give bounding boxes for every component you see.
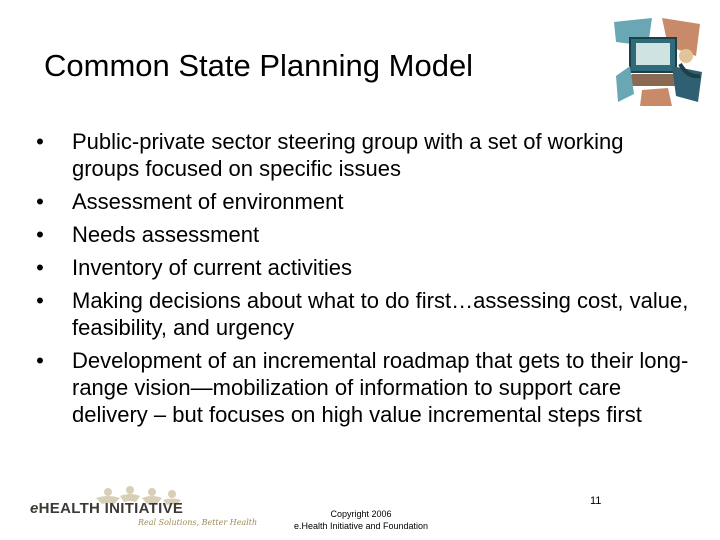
slide-number: 11	[590, 495, 602, 507]
bullet-item: • Making decisions about what to do first…assessing cost, value, feasibility, and urgency	[30, 287, 690, 341]
ehealth-initiative-logo	[26, 484, 258, 530]
copyright-line: e.Health Initiative and Foundation	[293, 521, 429, 531]
bullet-item: • Public-private sector steering group with a set of working groups focused on specific issues	[30, 128, 690, 182]
bullet-item: • Assessment of environment	[30, 188, 690, 215]
bullet-item: • Needs assessment	[30, 221, 690, 248]
logo-wordmark: eHEALTH INITIATIVE	[30, 500, 184, 517]
logo-tagline: Real Solutions, Better Health	[138, 518, 258, 527]
bullet-item: • Inventory of current activities	[30, 254, 690, 281]
slide-title: Common State Planning Model	[44, 48, 474, 83]
computer-clipart-icon	[612, 16, 704, 108]
bullet-item: • Development of an incremental roadmap that gets to their long-range vision—mobilization of information to support care delivery – but focuses on high value incremental steps first	[30, 347, 690, 428]
copyright-line: Copyright 2006	[330, 509, 392, 519]
copyright-notice	[280, 508, 442, 532]
bullet-list	[30, 128, 690, 434]
